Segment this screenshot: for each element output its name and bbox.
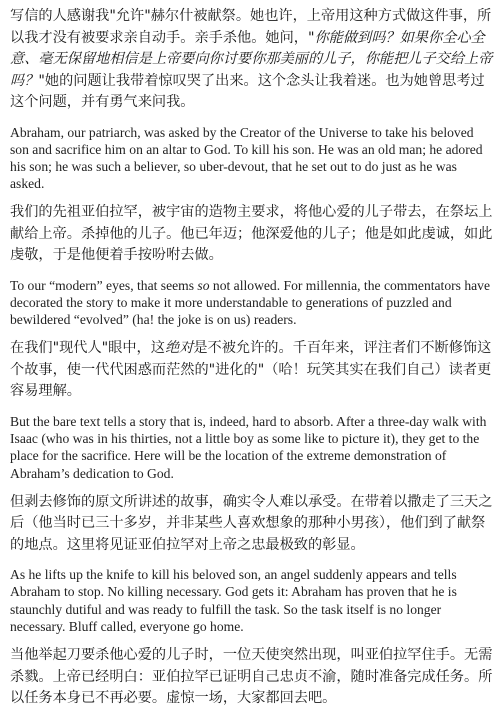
english-paragraph-2 <box>10 124 494 193</box>
chinese-paragraph-3 <box>10 202 494 267</box>
text-segment: 写信的人感谢我"允许"赫尔什被献祭。她也许，上帝用这种方式做这件事，所以我才没有被要求亲自动手。亲手杀他。她问， <box>10 8 492 46</box>
chinese-paragraph-5 <box>10 338 494 403</box>
english-paragraph-4 <box>10 277 494 329</box>
text-segment: 在我们"现代人"眼中，这 <box>10 340 165 357</box>
text-segment: 当他举起刀要杀他心爱的儿子时，一位天使突然出现，叫亚伯拉罕住手。无需杀戮。上帝已经明白：亚伯拉罕已证明自己忠贞不渝，随时准备完成任务。所以任务本身已不再必要。虚惊一场，大家都回去吧。 <box>10 647 493 707</box>
text-segment: But the bare text tells a story that is, indeed, hard to absorb. After a three-day walk with Isaac (who was in his thirties, not a little boy as some like to picture it), they get to the place for the sacrifice. Here will be the location of the extreme demonstration of Abraham’s dedication to God. <box>10 413 487 481</box>
chinese-paragraph-1 <box>10 6 494 114</box>
text-segment: "你能做到吗？如果你全心全意、毫无保留地相信是上帝要向你讨要你那美丽的儿子，你能把儿子交给上帝吗？" <box>10 29 493 89</box>
text-segment: 她的问题让我带着惊叹哭了出来。这个念头让我着迷。也为她曾思考过这个问题，并有勇气来问我。 <box>10 72 485 110</box>
text-segment: so <box>197 277 210 293</box>
text-segment: Abraham, our patriarch, was asked by the Creator of the Universe to take his beloved son and sacrifice him on an altar to God. To kill his son. He was an old man; he adored his son; he was such a believer, so uber-devout, that he set out to do just as he was asked. <box>10 124 483 192</box>
document-page <box>10 6 494 720</box>
text-segment: 我们的先祖亚伯拉罕，被宇宙的造物主要求，将他心爱的儿子带去，在祭坛上献给上帝。杀掉他的儿子。他已年迈；他深爱他的儿子；他是如此虔诚，如此虔敬，于是他便着手按吩咐去做。 <box>10 204 493 264</box>
chinese-paragraph-7 <box>10 492 494 557</box>
english-paragraph-6 <box>10 413 494 482</box>
text-segment: 是不被允许的。千百年来，评注者们不断修饰这个故事，使一代代困惑而茫然的"进化的"（哈！玩笑其实在我们自己）读者更容易理解。 <box>10 340 492 400</box>
text-segment: not allowed. For millennia, the commentators have decorated the story to make it more understandable to generations of puzzled and bewildered “evolved” (ha! the joke is on us) readers. <box>10 277 491 328</box>
chinese-paragraph-9 <box>10 645 494 710</box>
english-paragraph-8 <box>10 566 494 635</box>
text-segment: As he lifts up the knife to kill his beloved son, an angel suddenly appears and tells Abraham to stop. No killing necessary. God gets it: Abraham has proven that he is staunchly dutiful and was ready to fulfill the task. So the task itself is no longer necessary. Bluff called, everyone go home. <box>10 567 457 634</box>
text-segment: To our “modern” eyes, that seems <box>10 277 198 293</box>
text-segment: 但剥去修饰的原文所讲述的故事，确实令人难以承受。在带着以撒走了三天之后（他当时已三十多岁，并非某些人喜欢想象的那种小男孩），他们到了献祭的地点。这里将见证亚伯拉罕对上帝之忠最极致的彰显。 <box>10 493 493 553</box>
text-segment: 绝对 <box>164 340 194 357</box>
